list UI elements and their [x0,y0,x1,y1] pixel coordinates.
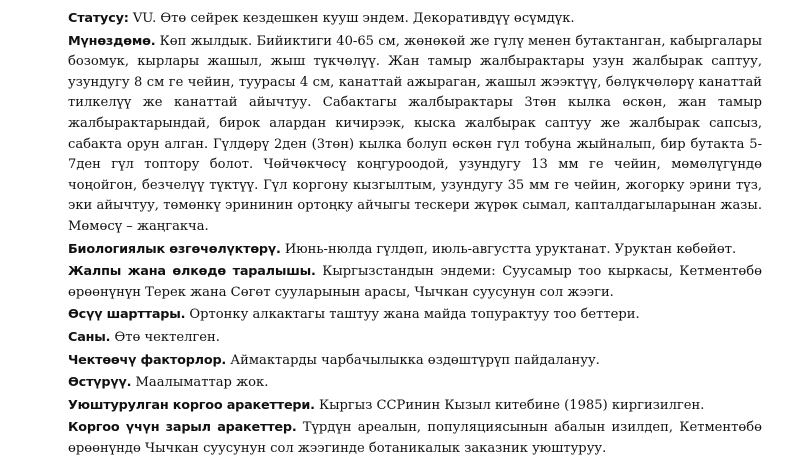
section-text: Түрдүн ареалын, популяциясынын абалын изилдеп, Кетментөбө өрөөнүндө Чычкан суусунун сол жээгинде ботаникалык заказник уюштуруу. [68,420,762,456]
section-label: Коргоо үчүн зарыл аракеттер. [68,420,297,436]
section-label: Статусу: [68,11,129,26]
section-label: Чектөөчү факторлор. [68,352,227,368]
biology-paragraph [68,240,762,261]
section-text: Көп жылдык. Бийиктиги 40-65 см, жөнөкөй же гүлү менен бутактанган, кабыргалары бозомук, кырлары жашыл, жыш түкчөлүү. Жан тамыр жалбырактары узун жалбырак саптуу, узундугу 8 см ге чейин, туурасы 4 см, канаттай ажыраган, жашыл жээктүү, бөлүкчөлөрү канаттай тилкелүү же канаттай айычтуу. Сабактагы жалбырактары 3төн кылка өскөн, жан тамыр жалбырактарындай, бирок алардан кичирээк, кыска жалбырак саптуу же жалбырак сапсыз, сабакта орун алган. Гүлдөрү 2ден (3төн) кылка болуп өскөн гүл тобуна жыйналып, бир бутакта 5-7ден гүл топтору болот. Чөйчөкчөсү коңгуроодой, узундугу 13 мм ге чейин, мөмөлүгүндө чоңойгон, безчелүү түктүү. Гүл коргону кызгылтым, узундугу 35 мм ге чейин, жогорку эрини түз, эки айычтуу, төмөнкү эрининин ортоңку айчыгы тескери жүрөк сымал, капталдагыларынан жазы. Мөмөсү – жаңгакча. [68,33,762,234]
section-label: Өсүү шарттары. [68,307,186,323]
section-text: Июнь-нюлда гүлдөп, июль-августта уруктанат. Уруктан көбөйөт. [280,241,737,257]
section-text: Кыргыз ССРинин Кызыл китебине (1985) киргизилген. [314,397,705,413]
limiting-factors-paragraph [68,351,762,372]
section-text: Ортонку алкактагы таштуу жана майда топурактуу тоо беттери. [185,307,640,323]
section-text: Кыргызстандын эндеми: Суусамыр тоо кыркасы, Кетментөбө өрөөнүнүн Терек жана Сөгөт сууларынын арасы, Чычкан суусунун сол жээги. [68,264,762,300]
abundance-paragraph [68,328,762,349]
section-label: Өстүрүү. [68,375,132,391]
section-label: Мүнөздөмө. [68,33,156,49]
section-label: Уюштурулган коргоо аракеттери. [68,397,315,413]
section-text: Өтө чектелген. [110,329,220,345]
section-label: Жалпы жана өлкөдө таралышы. [68,264,316,280]
section-text: Аймактарды чарбачылыкка өздөштүрүп пайдалануу. [226,352,600,368]
required-actions-paragraph [68,418,762,459]
section-text: VU. Өтө сейрек кездешкен кууш эндем. Декоративдүү өсүмдүк. [128,11,575,26]
section-text: Маалыматтар жок. [131,375,269,391]
description-paragraph [68,32,762,238]
section-label: Биологиялык өзгөчөлүктөрү. [68,241,281,257]
status-paragraph [68,9,762,30]
distribution-paragraph [68,262,762,303]
habitat-paragraph [68,305,762,326]
protection-measures-paragraph [68,396,762,417]
section-label: Саны. [68,329,111,345]
cultivation-paragraph [68,373,762,394]
